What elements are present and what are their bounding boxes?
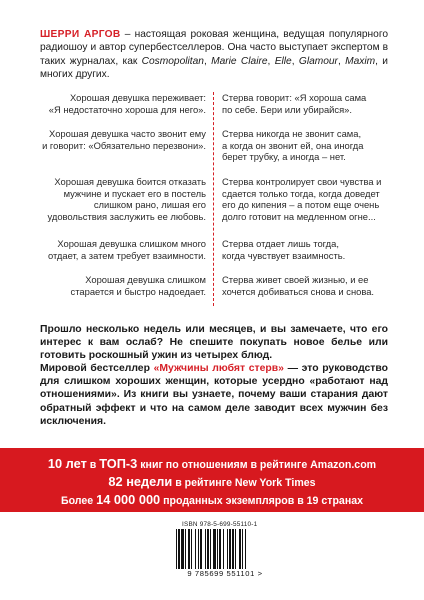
good-line: Хорошая девушка слишком <box>85 274 206 285</box>
book-title: «Мужчины любят стерв» <box>153 363 284 375</box>
magazine-elle: Elle <box>274 55 292 67</box>
banner-line-sales <box>0 492 424 507</box>
bitch-text <box>222 238 392 261</box>
barcode-bar <box>185 529 186 569</box>
barcode-bar <box>239 529 241 569</box>
barcode-bar <box>207 529 209 569</box>
description-paragraph <box>40 362 388 427</box>
magazine-glamour: Glamour <box>298 55 338 67</box>
para-text: — это руководство для слишком хороших женщин, которые усердно «работают над отношениями». Из книги вы узнаете, почему ваши старания дают обратный эффект и что на самом деле заводит всех мужчин без исключения. <box>40 363 388 427</box>
isbn-digits: 9 785699 551101 > <box>187 569 263 578</box>
barcode-bar <box>245 529 246 569</box>
bitch-line: Стерва живет своей жизнью, и ее <box>222 274 369 285</box>
good-line: мужчине и пускает его в постель <box>63 187 206 199</box>
bitch-text <box>222 176 392 222</box>
dashed-divider <box>213 92 214 306</box>
barcode-bar <box>213 529 216 569</box>
banner-highlight: 82 недели <box>108 474 173 489</box>
barcode-bar <box>200 529 202 569</box>
ratings-banner <box>0 448 424 512</box>
intro-text-1: – настоящая роковая женщина, ведущая популярного радиошоу и автор супербестселлеров. Она часто выступает экспертом в таких журналах, как <box>40 29 388 67</box>
intro-sep: , <box>337 55 346 67</box>
author-name: ШЕРРИ АРГОВ <box>40 29 121 40</box>
barcode-bar <box>235 529 236 569</box>
barcode-icon <box>174 529 276 569</box>
good-line: Хорошая девушка переживает: <box>69 92 206 103</box>
barcode-bar <box>176 529 177 569</box>
bitch-line: когда чувствует взаимность. <box>222 249 346 261</box>
good-line: «Я недостаточно хороша для него». <box>48 103 206 115</box>
bitch-text <box>222 274 392 297</box>
bitch-line: берет трубку, а иногда – нет. <box>222 151 346 163</box>
bitch-line: сдается только тогда, когда доведет <box>222 187 380 199</box>
para-text: Мировой бестселлер <box>40 363 154 375</box>
good-line: и говорит: «Обязательно перезвони». <box>42 139 206 151</box>
bitch-line: его до кипения – а потом еще очень <box>222 199 380 211</box>
banner-text: Более <box>60 495 97 507</box>
intro-sep: , <box>267 55 275 67</box>
banner-highlight: 10 лет <box>47 456 87 471</box>
good-line: Хорошая девушка слишком много <box>57 238 206 249</box>
bitch-line: хочется добиваться снова и снова. <box>222 285 375 297</box>
banner-line-nyt <box>0 474 424 489</box>
barcode-bar <box>227 529 228 569</box>
barcode-bar <box>229 529 231 569</box>
bitch-line: Стерва контролирует свои чувства и <box>222 176 382 187</box>
barcode-bar <box>223 529 224 569</box>
barcode-bar <box>219 529 221 569</box>
barcode-bar <box>181 529 184 569</box>
banner-highlight: ТОП-3 <box>99 456 138 471</box>
magazine-maxim: Maxim <box>345 55 376 67</box>
bitch-line: по себе. Бери или убирайся». <box>222 103 352 115</box>
barcode-bar <box>210 529 211 569</box>
barcode-bar <box>178 529 180 569</box>
good-line: удовольствия заслужить ее любовь. <box>47 210 206 222</box>
description <box>40 323 388 428</box>
good-line: Хорошая девушка часто звонит ему <box>49 128 206 139</box>
banner-line-amazon <box>0 456 424 471</box>
bitch-line: Стерва никогда не звонит сама, <box>222 128 362 139</box>
bitch-text <box>222 92 392 115</box>
intro-text-2: , и многих других. <box>40 55 388 81</box>
good-line: слишком рано, лишая его <box>93 199 206 211</box>
bitch-text <box>222 128 392 163</box>
good-girl-text <box>40 274 206 297</box>
intro-sep: , <box>291 55 299 67</box>
banner-text: в <box>86 459 100 471</box>
barcode-bar <box>191 529 192 569</box>
bitch-line: долго готовит на медленном огне... <box>222 210 376 222</box>
barcode-bar <box>205 529 206 569</box>
good-line: Хорошая девушка боится отказать <box>54 176 206 187</box>
banner-text: проданных экземпляров в 19 странах <box>160 495 364 507</box>
good-girl-text <box>40 238 206 261</box>
isbn-label: ISBN 978-5-699-55110-1 <box>182 521 258 528</box>
good-line: отдает, а затем требует взаимности. <box>47 249 206 261</box>
bitch-line: Стерва говорит: «Я хороша сама <box>222 92 367 103</box>
barcode-bar <box>188 529 190 569</box>
intro-sep: , <box>203 55 212 67</box>
comparison-table <box>40 92 388 312</box>
good-line: старается и быстро надоедает. <box>70 285 206 297</box>
good-girl-text <box>40 128 206 151</box>
banner-text: книг по отношениям в рейтинге Amazon.com <box>137 459 377 471</box>
good-girl-text <box>40 92 206 115</box>
bitch-line: а когда он звонит ей, она иногда <box>222 139 364 151</box>
barcode-bar <box>195 529 196 569</box>
barcode-bar <box>217 529 218 569</box>
magazine-marie-claire: Marie Claire <box>211 55 268 67</box>
magazine-cosmopolitan: Cosmopolitan <box>141 55 204 67</box>
barcode-bar <box>242 529 243 569</box>
barcode-bar <box>198 529 199 569</box>
author-intro <box>40 28 388 82</box>
barcode-bar <box>232 529 234 569</box>
banner-text: в рейтинге New York Times <box>172 477 316 489</box>
bitch-line: Стерва отдает лишь тогда, <box>222 238 339 249</box>
banner-highlight: 14 000 000 <box>96 492 161 507</box>
description-paragraph: Прошло несколько недель или месяцев, и вы замечаете, что его интерес к вам ослаб? Не спешите покупать новое белье или готовить роскошный ужин из четырех блюд. <box>40 324 388 362</box>
good-girl-text <box>40 176 206 222</box>
